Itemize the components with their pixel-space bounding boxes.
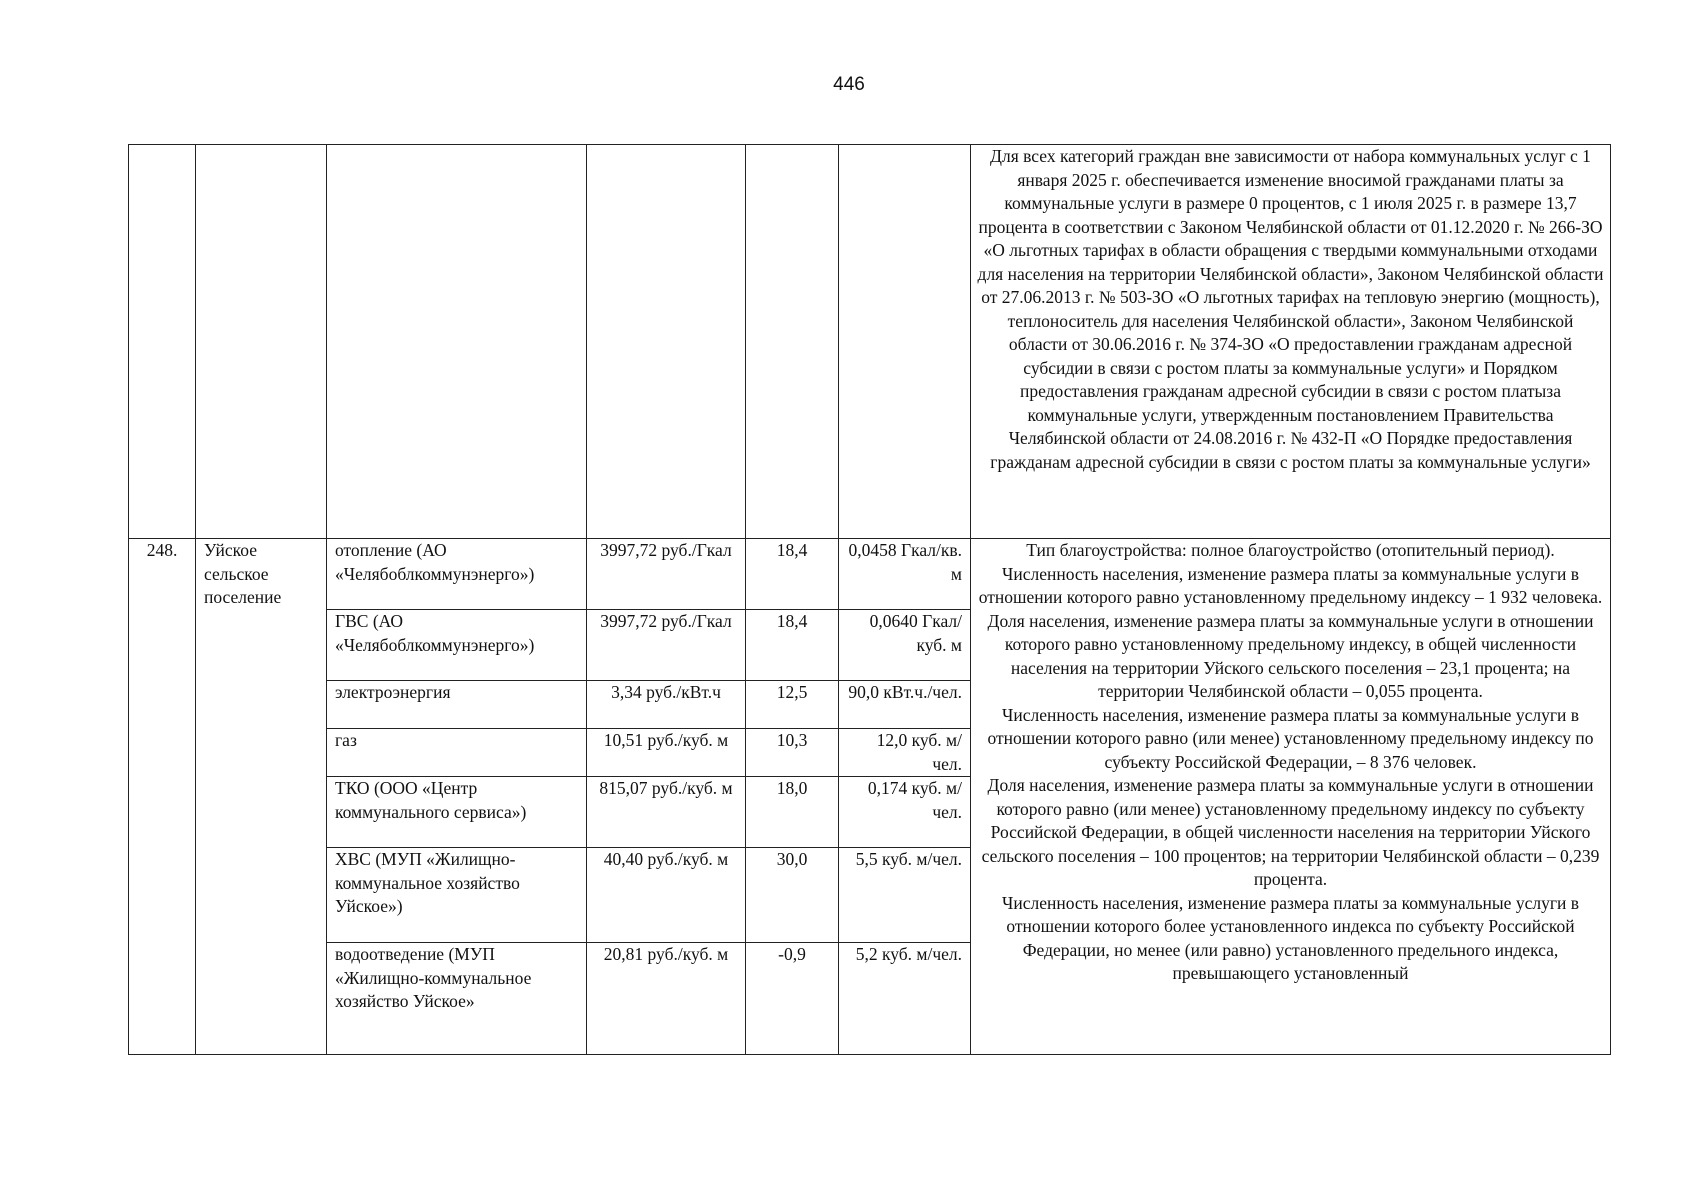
- index-value: 18,0: [746, 777, 839, 848]
- cell-number-empty: [129, 145, 196, 539]
- note-paragraph: Численность населения, изменение размера платы за коммунальные услуги в отношении которого более установленного индекса по субъекту Российской Федерации, но менее (или равно) установленного предельного индекса, превышающего установленный: [1001, 892, 1580, 983]
- index-value: 12,5: [746, 681, 839, 729]
- note-paragraph: Численность населения, изменение размера платы за коммунальные услуги в отношении которого равно установленному предельному индексу – 1 932 человека.: [978, 563, 1603, 607]
- volume-value: 12,0 куб. м/чел.: [839, 729, 971, 777]
- index-value: 18,4: [746, 610, 839, 681]
- volume-value: 0,0458 Гкал/кв. м: [839, 539, 971, 610]
- table-row-continuation: [129, 145, 1611, 539]
- service-name: водоотведение (МУП «Жилищно-коммунальное хозяйство Уйское»: [327, 943, 587, 1055]
- cell-service-empty: [327, 145, 587, 539]
- municipality-name: Уйское сельское поселение: [196, 539, 327, 1055]
- service-name: ТКО (ООО «Центр коммунального сервиса»): [327, 777, 587, 848]
- service-name: отопление (АО «Челябоблкоммунэнерго»): [327, 539, 587, 610]
- volume-value: 0,174 куб. м/чел.: [839, 777, 971, 848]
- note-paragraph: Численность населения, изменение размера платы за коммунальные услуги в отношении которого равно (или менее) установленному предельному индексу по субъекту Российской Федерации, – 8 376 человек.: [987, 704, 1594, 772]
- service-name: электроэнергия: [327, 681, 587, 729]
- row-number: 248.: [129, 539, 196, 1055]
- tariff-value: 3997,72 руб./Гкал: [587, 539, 746, 610]
- tariff-value: 10,51 руб./куб. м: [587, 729, 746, 777]
- tariff-value: 40,40 руб./куб. м: [587, 848, 746, 943]
- note-paragraph: Тип благоустройства: полное благоустройство (отопительный период).: [1026, 540, 1555, 560]
- cell-index-empty: [746, 145, 839, 539]
- note-cell-248: [971, 539, 1611, 1055]
- volume-value: 5,5 куб. м/чел.: [839, 848, 971, 943]
- service-name: газ: [327, 729, 587, 777]
- service-name: ХВС (МУП «Жилищно-коммунальное хозяйство Уйское»): [327, 848, 587, 943]
- volume-value: 90,0 кВт.ч./чел.: [839, 681, 971, 729]
- cell-volume-empty: [839, 145, 971, 539]
- note-paragraph: Доля населения, изменение размера платы за коммунальные услуги в отношении которого равно (или менее) установленному предельному индексу по субъекту Российской Федерации, в общей численности населения на территории Уйского сельского поселения – 100 процентов; на территории Челябинской области – 0,239 процента.: [981, 775, 1600, 889]
- tariff-value: 815,07 руб./куб. м: [587, 777, 746, 848]
- note-cell-previous: Для всех категорий граждан вне зависимости от набора коммунальных услуг с 1 января 2025 г. обеспечивается изменение вносимой гражданами платы за коммунальные услуги в размере 0 процентов, с 1 июля 2025 г. в размере 13,7 процента в соответствии с Законом Челябинской области от 01.12.2020 г. № 266-ЗО «О льготных тарифах в области обращения с твердыми коммунальными отходами для населения на территории Челябинской области», Законом Челябинской области от 27.06.2013 г. № 503-ЗО «О льготных тарифах на тепловую энергию (мощность), теплоноситель для населения Челябинской области», Законом Челябинской области от 30.06.2016 г. № 374-ЗО «О предоставлении гражданам адресной субсидии в связи с ростом платы за коммунальные услуги» и Порядком предоставления гражданам адресной субсидии в связи с ростом платыза коммунальные услуги, утвержденным постановлением Правительства Челябинской области от 24.08.2016 г. № 432-П «О Порядке предоставления гражданам адресной субсидии в связи с ростом платы за коммунальные услуги»: [971, 145, 1611, 539]
- index-value: 30,0: [746, 848, 839, 943]
- index-value: -0,9: [746, 943, 839, 1055]
- index-value: 18,4: [746, 539, 839, 610]
- service-name: ГВС (АО «Челябоблкоммунэнерго»): [327, 610, 587, 681]
- table-row: [129, 539, 1611, 610]
- cell-tariff-empty: [587, 145, 746, 539]
- note-paragraph: Доля населения, изменение размера платы за коммунальные услуги в отношении которого равно установленному предельному индексу, в общей численности населения на территории Уйского сельского поселения – 23,1 процента; на территории Челябинской области – 0,055 процента.: [987, 610, 1594, 701]
- tariff-table: [128, 144, 1611, 1055]
- tariff-value: 20,81 руб./куб. м: [587, 943, 746, 1055]
- page-number: 446: [833, 74, 865, 95]
- cell-municipality-empty: [196, 145, 327, 539]
- tariff-value: 3,34 руб./кВт.ч: [587, 681, 746, 729]
- index-value: 10,3: [746, 729, 839, 777]
- tariff-value: 3997,72 руб./Гкал: [587, 610, 746, 681]
- volume-value: 0,0640 Гкал/куб. м: [839, 610, 971, 681]
- volume-value: 5,2 куб. м/чел.: [839, 943, 971, 1055]
